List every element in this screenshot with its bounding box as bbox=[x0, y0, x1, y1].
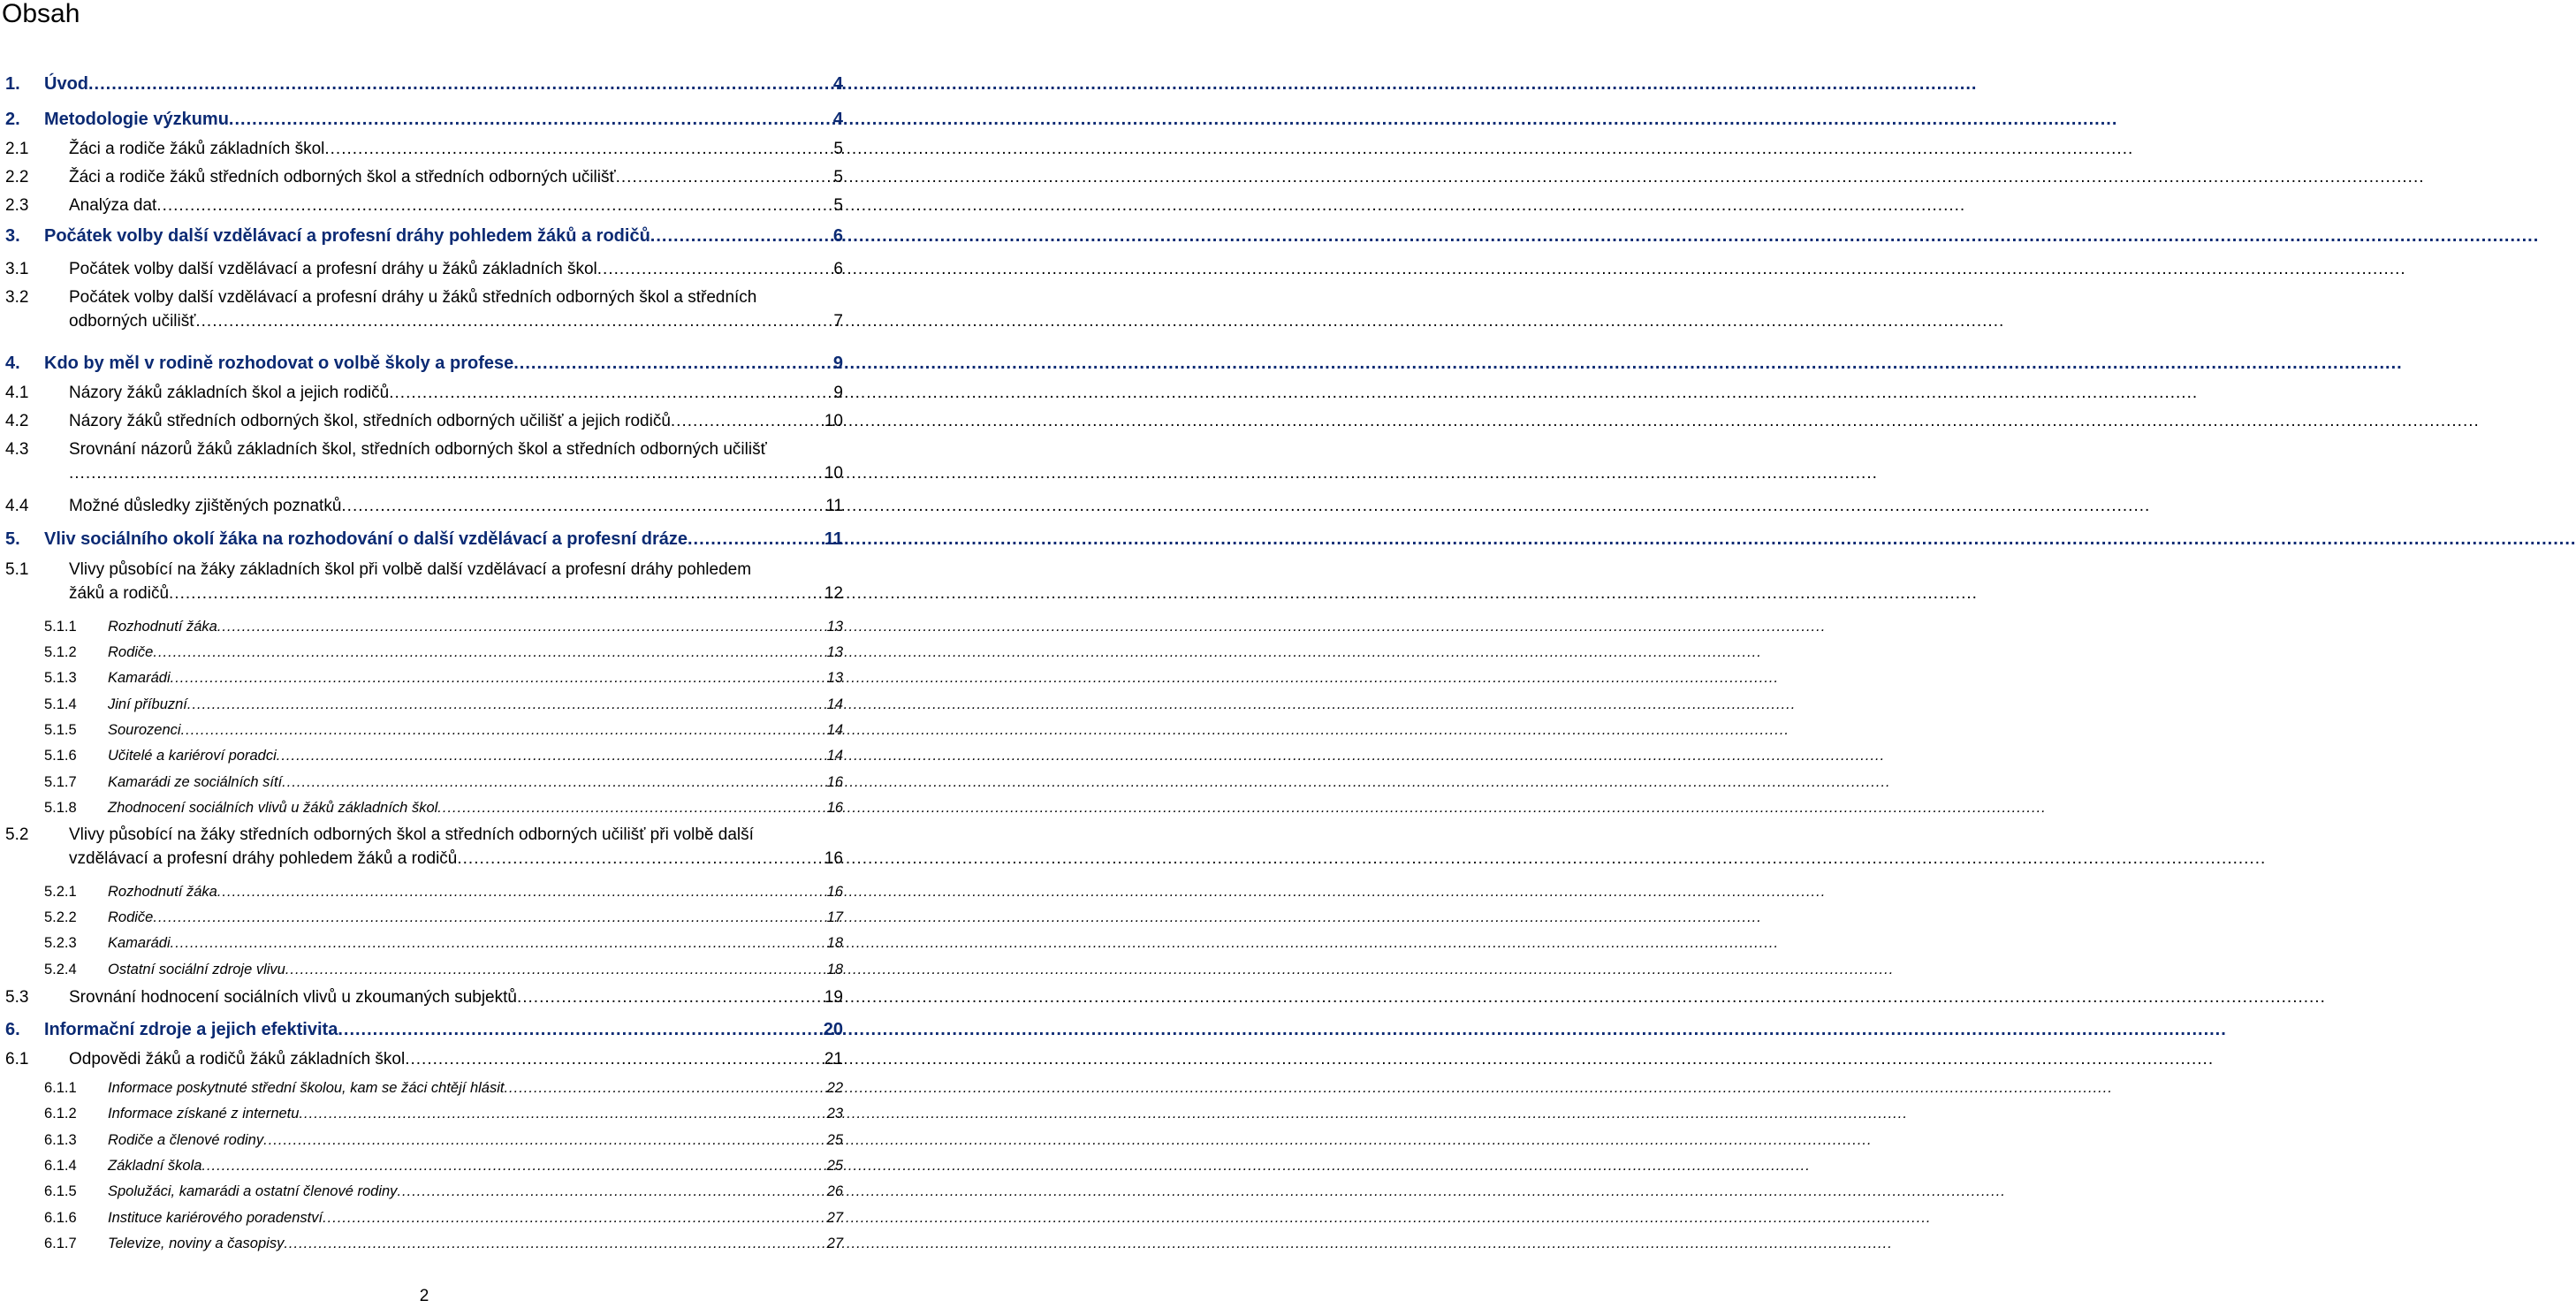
toc-entry-page: 16 bbox=[826, 774, 843, 790]
toc-entry[interactable] bbox=[5, 226, 843, 247]
dot-leader bbox=[338, 1020, 821, 1040]
toc-entry[interactable] bbox=[5, 988, 843, 1008]
toc-entry-page: 10 bbox=[824, 464, 843, 483]
dot-leader bbox=[171, 935, 825, 952]
toc-entry-page: 16 bbox=[826, 800, 843, 816]
toc-entry-number: 5.2.4 bbox=[44, 962, 77, 977]
toc-entry-title: Informační zdroje a jejich efektivita bbox=[44, 1020, 338, 1039]
toc-entry-title-continued: vzdělávací a profesní dráhy pohledem žáků a rodičů bbox=[69, 849, 458, 868]
toc-entry-page: 20 bbox=[823, 1020, 843, 1039]
toc-line bbox=[5, 354, 843, 374]
toc-entry[interactable] bbox=[44, 670, 843, 687]
toc-entry[interactable] bbox=[5, 384, 843, 403]
toc-entry-number: 4.2 bbox=[5, 412, 29, 430]
toc-entry-title-continued: odborných učilišť bbox=[69, 312, 196, 331]
toc-entry-title: Možné důsledky zjištěných poznatků bbox=[69, 497, 342, 515]
toc-line bbox=[5, 825, 843, 845]
toc-line bbox=[44, 1106, 843, 1122]
toc-entry-title: Kdo by měl v rodině rozhodovat o volbě školy a profese bbox=[44, 354, 514, 373]
toc-entry[interactable] bbox=[5, 168, 843, 187]
toc-line bbox=[5, 529, 843, 550]
toc-entry-title: Jiní příbuzní bbox=[108, 696, 187, 712]
page-title: Obsah bbox=[2, 0, 80, 28]
toc-entry[interactable] bbox=[44, 800, 843, 817]
toc-entry-number: 6.1.7 bbox=[44, 1236, 77, 1251]
toc-entry-page: 22 bbox=[826, 1080, 843, 1096]
toc-entry-number: 5.3 bbox=[5, 988, 29, 1007]
toc-entry-number: 5.1 bbox=[5, 560, 29, 579]
toc-line bbox=[44, 935, 843, 952]
toc-entry-page: 25 bbox=[826, 1158, 843, 1174]
dot-leader bbox=[397, 1183, 824, 1200]
toc-entry-title: Spolužáci, kamarádi a ostatní členové rodiny bbox=[108, 1183, 398, 1199]
dot-leader bbox=[389, 384, 832, 403]
toc-line bbox=[44, 748, 843, 764]
toc-entry-title: Kamarádi bbox=[108, 670, 171, 686]
toc-entry-title: Kamarádi bbox=[108, 935, 171, 951]
toc-entry-page: 13 bbox=[826, 644, 843, 660]
toc-line bbox=[44, 909, 843, 926]
toc-line bbox=[44, 1080, 843, 1097]
toc-entry-title: Žáci a rodiče žáků středních odborných škol a středních odborných učilišť bbox=[69, 168, 616, 186]
toc-entry-number: 1. bbox=[5, 74, 20, 94]
toc-line bbox=[5, 312, 843, 331]
dot-leader bbox=[277, 748, 825, 764]
toc-entry[interactable] bbox=[44, 1158, 843, 1175]
toc-entry-title: Základní škola bbox=[108, 1158, 202, 1174]
toc-entry-number: 6.1.5 bbox=[44, 1183, 77, 1199]
toc-entry-page: 4 bbox=[832, 74, 843, 94]
dot-leader bbox=[156, 196, 832, 216]
toc-entry-number: 5.2.3 bbox=[44, 935, 77, 951]
dot-leader bbox=[88, 74, 832, 95]
toc-entry[interactable] bbox=[5, 196, 843, 216]
toc-entry-title: Rodiče bbox=[108, 909, 154, 925]
toc-line bbox=[44, 696, 843, 713]
toc-entry-number: 5.2.1 bbox=[44, 884, 77, 900]
toc-entry-title: Žáci a rodiče žáků základních škol bbox=[69, 140, 325, 158]
toc-entry-title: Vliv sociálního okolí žáka na rozhodování o další vzdělávací a profesní dráze bbox=[44, 529, 688, 549]
toc-entry-number: 5. bbox=[5, 529, 20, 549]
toc-entry-page: 18 bbox=[826, 935, 843, 951]
toc-entry-title: Odpovědi žáků a rodičů žáků základních škol bbox=[69, 1050, 406, 1068]
toc-entry-page: 19 bbox=[824, 988, 843, 1007]
toc-entry[interactable] bbox=[44, 935, 843, 952]
toc-entry-title: Sourozenci bbox=[108, 722, 181, 738]
toc-entry-number: 2.1 bbox=[5, 140, 29, 158]
toc-entry-number: 4.1 bbox=[5, 384, 29, 402]
toc-line bbox=[44, 1210, 843, 1227]
dot-leader bbox=[616, 168, 832, 187]
toc-entry-title: Analýza dat bbox=[69, 196, 157, 215]
toc-entry-number: 6.1.4 bbox=[44, 1158, 77, 1174]
toc-entry-page: 26 bbox=[826, 1183, 843, 1199]
toc-entry[interactable] bbox=[5, 354, 843, 374]
dot-leader bbox=[513, 354, 832, 374]
toc-entry-title: Zhodnocení sociálních vlivů u žáků základních škol bbox=[108, 800, 438, 816]
toc-entry[interactable] bbox=[5, 74, 843, 95]
dot-leader bbox=[299, 1106, 824, 1122]
toc-line bbox=[44, 884, 843, 901]
toc-entry-page: 11 bbox=[824, 529, 843, 549]
toc-line bbox=[5, 584, 843, 604]
toc-entry-title: Názory žáků základních škol a jejich rodičů bbox=[69, 384, 390, 402]
dot-leader bbox=[169, 584, 823, 604]
toc-line bbox=[5, 464, 843, 483]
dot-leader bbox=[201, 1158, 824, 1175]
toc-entry-page: 10 bbox=[824, 412, 843, 430]
dot-leader bbox=[597, 260, 832, 279]
toc-entry-page: 16 bbox=[824, 849, 843, 868]
toc-line bbox=[5, 440, 843, 460]
toc-entry-page: 9 bbox=[833, 384, 843, 402]
toc-entry-page: 5 bbox=[833, 196, 843, 215]
toc-entry[interactable] bbox=[5, 140, 843, 159]
toc-line bbox=[44, 1132, 843, 1149]
toc-line bbox=[5, 849, 843, 869]
dot-leader bbox=[229, 110, 832, 130]
toc-entry-page: 17 bbox=[826, 909, 843, 925]
toc-entry-number: 5.1.8 bbox=[44, 800, 77, 816]
toc-line bbox=[44, 774, 843, 791]
toc-entry-title: Rodiče a členové rodiny bbox=[108, 1132, 264, 1148]
toc-entry-number: 4.3 bbox=[5, 440, 29, 459]
toc-entry-title: Informace získané z internetu bbox=[108, 1106, 300, 1122]
toc-entry-page: 14 bbox=[826, 748, 843, 764]
dot-leader bbox=[181, 722, 825, 739]
toc-line bbox=[44, 1158, 843, 1175]
toc-entry[interactable] bbox=[5, 440, 843, 483]
dot-leader bbox=[671, 412, 823, 431]
toc-line bbox=[44, 962, 843, 978]
toc-entry-title: Úvod bbox=[44, 74, 88, 94]
toc-line bbox=[5, 384, 843, 403]
toc-line bbox=[44, 800, 843, 817]
toc-line bbox=[5, 110, 843, 130]
toc-entry-page: 5 bbox=[833, 140, 843, 158]
toc-entry-title: Počátek volby další vzdělávací a profesní dráhy u žáků středních odborných škol a středních bbox=[69, 288, 757, 307]
dot-leader bbox=[195, 312, 832, 331]
dot-leader bbox=[171, 670, 825, 687]
toc-line bbox=[5, 1020, 843, 1040]
toc-entry-title: Srovnání hodnocení sociálních vlivů u zkoumaných subjektů bbox=[69, 988, 517, 1007]
dot-leader bbox=[217, 619, 825, 635]
dot-leader bbox=[437, 800, 824, 817]
toc-line bbox=[5, 1050, 843, 1069]
toc-entry[interactable] bbox=[44, 909, 843, 926]
toc-entry-page: 11 bbox=[825, 497, 843, 515]
page-number: 2 bbox=[419, 1287, 429, 1305]
toc-entry[interactable] bbox=[5, 288, 843, 331]
dot-leader bbox=[153, 909, 824, 926]
toc-entry-number: 6.1.1 bbox=[44, 1080, 77, 1096]
toc-entry[interactable] bbox=[44, 1106, 843, 1122]
toc-entry-page: 13 bbox=[826, 670, 843, 686]
toc-entry-title: Vlivy působící na žáky středních odborných škol a středních odborných učilišť při volbě další bbox=[69, 825, 754, 844]
toc-entry-page: 27 bbox=[826, 1210, 843, 1226]
toc-entry[interactable] bbox=[5, 110, 843, 130]
toc-entry-number: 5.1.6 bbox=[44, 748, 77, 764]
dot-leader bbox=[282, 774, 824, 791]
toc-line bbox=[5, 226, 843, 247]
toc-entry-page: 5 bbox=[833, 168, 843, 186]
toc-entry[interactable] bbox=[5, 497, 843, 516]
toc-entry-page: 6 bbox=[832, 226, 843, 246]
toc-line bbox=[5, 497, 843, 516]
toc-entry-number: 6. bbox=[5, 1020, 20, 1039]
toc-line bbox=[44, 619, 843, 635]
toc-entry[interactable] bbox=[44, 1080, 843, 1097]
toc-entry[interactable] bbox=[44, 644, 843, 661]
toc-entry[interactable] bbox=[44, 884, 843, 901]
toc-line bbox=[5, 560, 843, 580]
toc-entry-title: Učitelé a kariéroví poradci bbox=[108, 748, 277, 764]
toc-entry-page: 14 bbox=[826, 696, 843, 712]
dot-leader bbox=[650, 226, 832, 247]
toc-entry-title: Počátek volby další vzdělávací a profesní dráhy pohledem žáků a rodičů bbox=[44, 226, 650, 246]
toc-line bbox=[5, 196, 843, 216]
dot-leader bbox=[457, 849, 822, 869]
toc-entry[interactable] bbox=[5, 1050, 843, 1069]
toc-entry[interactable] bbox=[44, 748, 843, 764]
toc-entry[interactable] bbox=[44, 1236, 843, 1252]
toc-entry-title: Názory žáků středních odborných škol, středních odborných učilišť a jejich rodičů bbox=[69, 412, 671, 430]
toc-entry[interactable] bbox=[44, 1210, 843, 1227]
toc-entry-page: 12 bbox=[824, 584, 843, 603]
toc-line bbox=[5, 168, 843, 187]
toc-entry-number: 4.4 bbox=[5, 497, 29, 515]
toc-entry-title: Vlivy působící na žáky základních škol při volbě další vzdělávací a profesní dráhy pohledem bbox=[69, 560, 752, 579]
toc-entry-number: 2.2 bbox=[5, 168, 29, 186]
toc-entry[interactable] bbox=[5, 1020, 843, 1040]
toc-entry-number: 3.1 bbox=[5, 260, 29, 278]
dot-leader bbox=[517, 988, 823, 1008]
toc-entry-title: Ostatní sociální zdroje vlivu bbox=[108, 962, 285, 977]
toc-entry[interactable] bbox=[44, 619, 843, 635]
toc-entry-title-continued: žáků a rodičů bbox=[69, 584, 170, 603]
toc-entry-title: Rozhodnutí žáka bbox=[108, 884, 217, 900]
toc-entry-number: 2.3 bbox=[5, 196, 29, 215]
toc-entry-number: 4. bbox=[5, 354, 20, 373]
dot-leader bbox=[324, 140, 832, 159]
toc-entry-title: Rodiče bbox=[108, 644, 154, 660]
toc-entry-page: 27 bbox=[826, 1236, 843, 1251]
dot-leader bbox=[405, 1050, 823, 1069]
dot-leader bbox=[285, 962, 825, 978]
toc-entry-page: 18 bbox=[826, 962, 843, 977]
toc-entry-page: 7 bbox=[833, 312, 843, 331]
dot-leader bbox=[153, 644, 824, 661]
toc-line bbox=[44, 722, 843, 739]
toc-entry-number: 6.1.6 bbox=[44, 1210, 77, 1226]
dot-leader bbox=[263, 1132, 825, 1149]
toc-line bbox=[5, 988, 843, 1008]
dot-leader bbox=[217, 884, 825, 901]
dot-leader bbox=[284, 1236, 824, 1252]
toc-line bbox=[44, 670, 843, 687]
toc-line bbox=[5, 74, 843, 95]
dot-leader bbox=[323, 1210, 825, 1227]
toc-entry-page: 23 bbox=[826, 1106, 843, 1122]
toc-line bbox=[5, 260, 843, 279]
toc-entry-number: 5.1.7 bbox=[44, 774, 77, 790]
dot-leader bbox=[187, 696, 825, 713]
toc-entry-number: 3. bbox=[5, 226, 20, 246]
toc-entry-page: 9 bbox=[832, 354, 843, 373]
toc-entry-title: Kamarádi ze sociálních sítí bbox=[108, 774, 283, 790]
toc-entry[interactable] bbox=[44, 1183, 843, 1200]
toc-entry[interactable] bbox=[5, 260, 843, 279]
toc-entry-page: 4 bbox=[832, 110, 843, 129]
toc-entry-page: 25 bbox=[826, 1132, 843, 1148]
dot-leader bbox=[69, 464, 823, 483]
toc-entry[interactable] bbox=[5, 825, 843, 869]
toc-entry-title: Metodologie výzkumu bbox=[44, 110, 229, 129]
toc-entry-page: 13 bbox=[826, 619, 843, 635]
toc-line bbox=[5, 288, 843, 308]
toc-entry-number: 5.1.5 bbox=[44, 722, 77, 738]
toc-entry-number: 3.2 bbox=[5, 288, 29, 307]
toc-entry-page: 14 bbox=[826, 722, 843, 738]
toc-entry[interactable] bbox=[5, 560, 843, 604]
toc-entry-title: Rozhodnutí žáka bbox=[108, 619, 217, 635]
toc-entry-number: 6.1.2 bbox=[44, 1106, 77, 1122]
toc-entry[interactable] bbox=[5, 529, 843, 550]
toc-entry-page: 6 bbox=[833, 260, 843, 278]
toc-entry-number: 2. bbox=[5, 110, 20, 129]
dot-leader bbox=[504, 1080, 824, 1097]
toc-entry-number: 5.1.4 bbox=[44, 696, 77, 712]
toc-entry-number: 5.1.1 bbox=[44, 619, 77, 635]
toc-entry-number: 6.1 bbox=[5, 1050, 29, 1068]
toc-entry[interactable] bbox=[44, 1132, 843, 1149]
toc-line bbox=[5, 140, 843, 159]
toc-entry[interactable] bbox=[5, 412, 843, 431]
toc-entry[interactable] bbox=[44, 962, 843, 978]
toc-line bbox=[5, 412, 843, 431]
toc-entry-title: Počátek volby další vzdělávací a profesní dráhy u žáků základních škol bbox=[69, 260, 597, 278]
toc-entry[interactable] bbox=[44, 696, 843, 713]
toc-entry[interactable] bbox=[44, 722, 843, 739]
toc-entry-number: 5.1.3 bbox=[44, 670, 77, 686]
toc-line bbox=[44, 1183, 843, 1200]
toc-entry-number: 5.2 bbox=[5, 825, 29, 844]
toc-entry-page: 21 bbox=[824, 1050, 843, 1068]
toc-entry-title: Srovnání názorů žáků základních škol, středních odborných škol a středních odborných učilišť bbox=[69, 440, 767, 459]
toc-entry-title: Instituce kariérového poradenství bbox=[108, 1210, 323, 1226]
toc-entry-number: 6.1.3 bbox=[44, 1132, 77, 1148]
toc-line bbox=[44, 1236, 843, 1252]
toc-entry-number: 5.1.2 bbox=[44, 644, 77, 660]
toc-entry[interactable] bbox=[44, 774, 843, 791]
dot-leader bbox=[688, 529, 823, 550]
toc-entry-title: Televize, noviny a časopisy bbox=[108, 1236, 285, 1251]
toc-entry-title: Informace poskytnuté střední školou, kam se žáci chtějí hlásit bbox=[108, 1080, 505, 1096]
toc-entry-number: 5.2.2 bbox=[44, 909, 77, 925]
toc-line bbox=[44, 644, 843, 661]
toc-entry-page: 16 bbox=[826, 884, 843, 900]
dot-leader bbox=[341, 497, 824, 516]
